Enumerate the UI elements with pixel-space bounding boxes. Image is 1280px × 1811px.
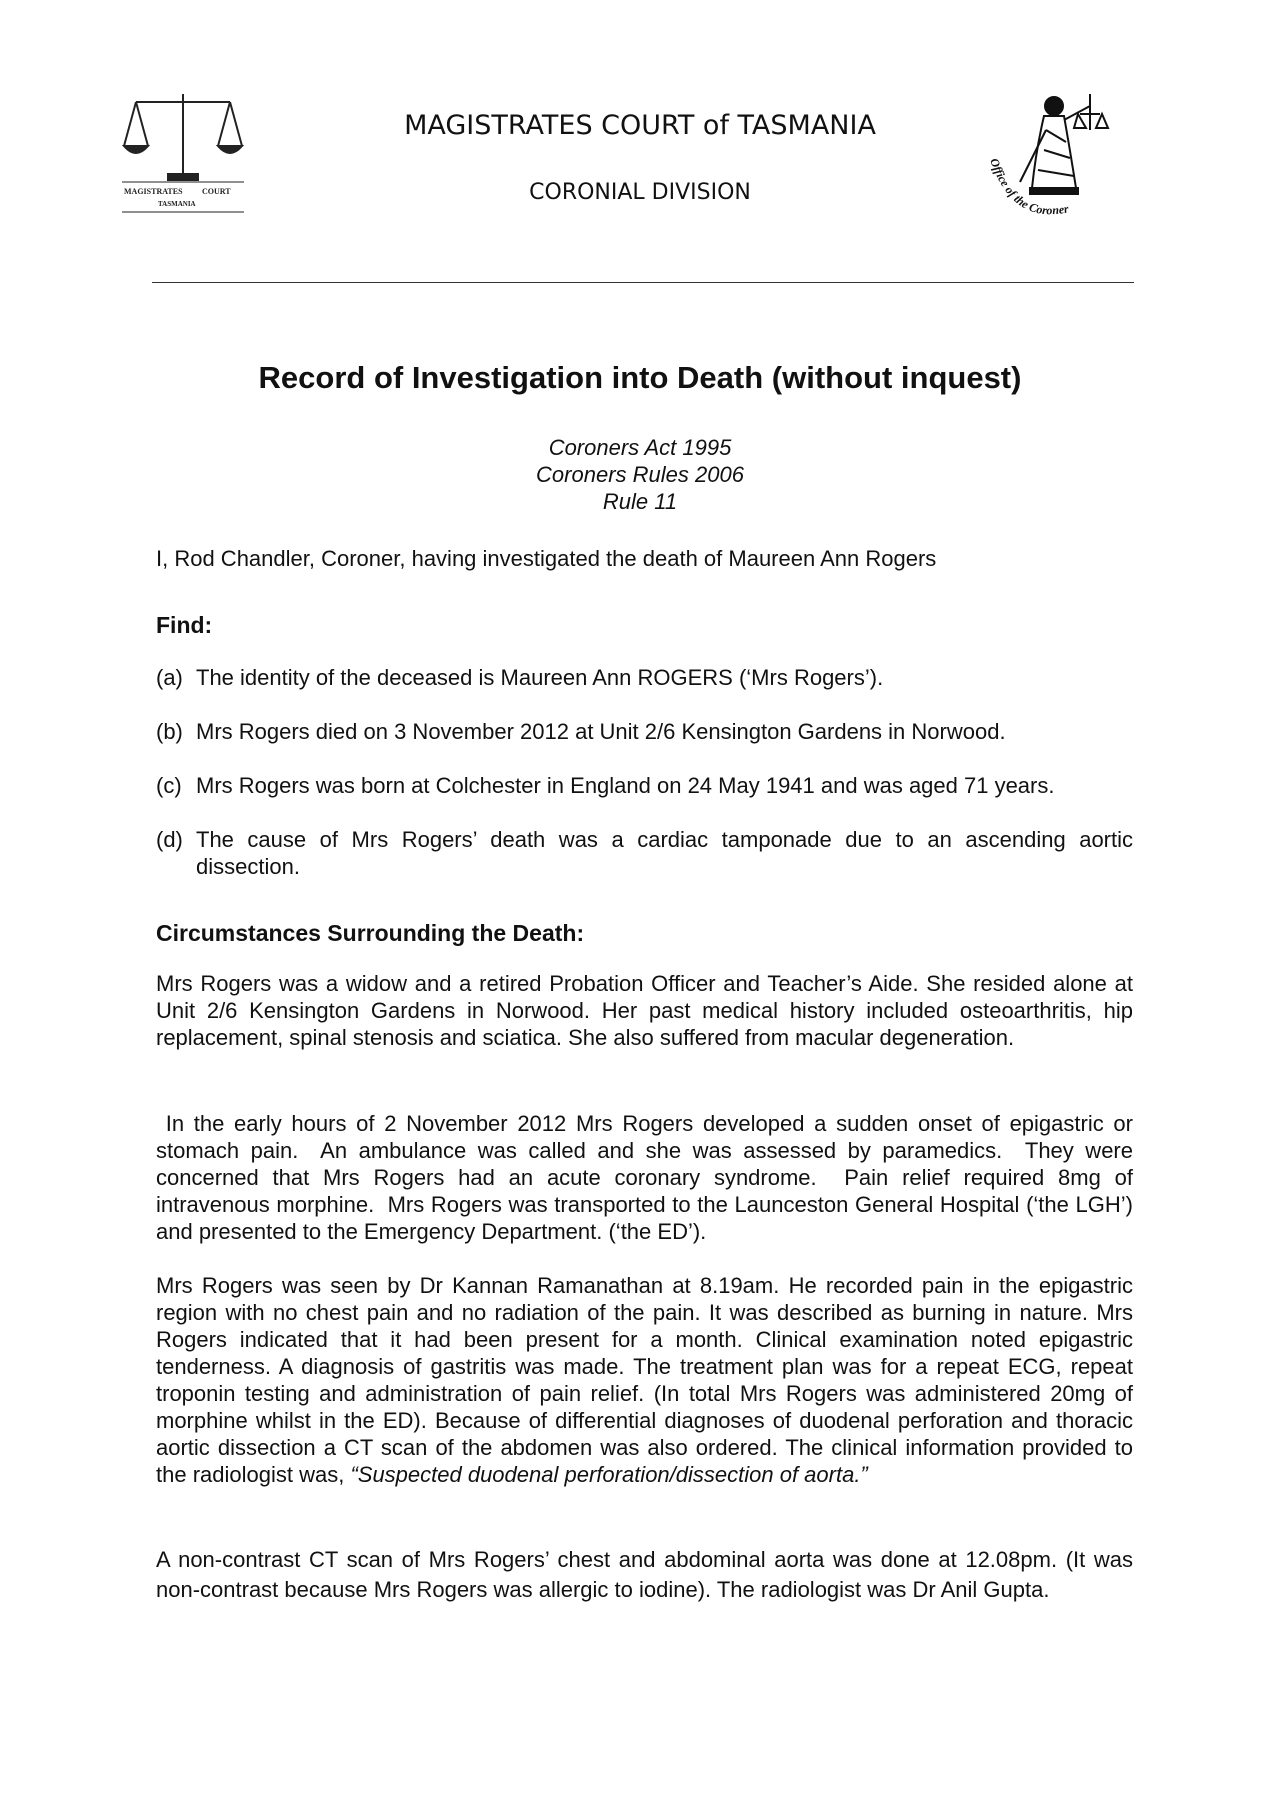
logo-text-tasmania: TASMANIA bbox=[158, 200, 196, 208]
intro-statement: I, Rod Chandler, Coroner, having investigated the death of Maureen Ann Rogers bbox=[156, 546, 937, 571]
circumstances-heading: Circumstances Surrounding the Death: bbox=[156, 920, 585, 946]
finding-text: The cause of Mrs Rogers’ death was a cardiac tamponade due to an ascending aortic dissection. bbox=[196, 827, 1133, 879]
coroner-logo-text: Office of the Coroner bbox=[987, 156, 1070, 218]
finding-text: Mrs Rogers was born at Colchester in England on 24 May 1941 and was aged 71 years. bbox=[196, 773, 1055, 798]
finding-label: (b) bbox=[156, 719, 183, 744]
finding-d bbox=[156, 826, 1133, 880]
court-title: MAGISTRATES COURT of TASMANIA bbox=[404, 110, 876, 141]
paragraph-ed-assessment bbox=[156, 1272, 1133, 1488]
finding-label: (d) bbox=[156, 827, 183, 852]
finding-label: (c) bbox=[156, 773, 182, 798]
finding-c bbox=[156, 772, 1133, 799]
header-divider bbox=[152, 282, 1134, 283]
finding-text: Mrs Rogers died on 3 November 2012 at Unit 2/6 Kensington Gardens in Norwood. bbox=[196, 719, 1006, 744]
paragraph-ed-text: Mrs Rogers was seen by Dr Kannan Ramanathan at 8.19am. He recorded pain in the epigastric region with no chest pain and no radiation of the pain. It was described as burning in nature. Mrs Rogers indicated that it had been present for a month. Clinical examination noted epigastric tenderness. A diagnosis of gastritis was made. The treatment plan was for a repeat ECG, repeat troponin testing and administration of pain relief. (In total Mrs Rogers was administered 20mg of morphine whilst in the ED). Because of differential diagnoses of duodenal perforation and thoracic aortic dissection a CT scan of the abdomen was also ordered. The clinical information provided to the radiologist was, bbox=[156, 1273, 1133, 1487]
document-title: Record of Investigation into Death (without inquest) bbox=[258, 360, 1022, 395]
logo-text-court: COURT bbox=[202, 187, 231, 196]
paragraph-background: Mrs Rogers was a widow and a retired Probation Officer and Teacher’s Aide. She resided alone at Unit 2/6 Kensington Gardens in Norwood. Her past medical history included osteoarthritis, hip replacement, spinal stenosis and sciatica. She also suffered from macular degeneration. bbox=[156, 971, 1133, 1050]
rules-line: Coroners Rules 2006 bbox=[536, 462, 744, 487]
finding-label: (a) bbox=[156, 665, 183, 690]
paragraph-ct-scan: A non-contrast CT scan of Mrs Rogers’ chest and abdominal aorta was done at 12.08pm. (It was non-contrast because Mrs Rogers was allergic to iodine). The radiologist was Dr Anil Gupta. bbox=[156, 1547, 1133, 1602]
act-line: Coroners Act 1995 bbox=[548, 435, 732, 460]
logo-text-magistrates: MAGISTRATES bbox=[124, 187, 183, 196]
legislation-block bbox=[0, 434, 1280, 515]
finding-a bbox=[156, 664, 1133, 691]
finding-b bbox=[156, 718, 1133, 745]
find-heading: Find: bbox=[156, 612, 213, 638]
rule-line: Rule 11 bbox=[602, 489, 678, 514]
finding-text: The identity of the deceased is Maureen Ann ROGERS (‘Mrs Rogers’). bbox=[196, 665, 884, 690]
radiology-quote: “Suspected duodenal perforation/dissection of aorta.” bbox=[350, 1462, 868, 1487]
paragraph-onset: In the early hours of 2 November 2012 Mrs Rogers developed a sudden onset of epigastric or stomach pain. An ambulance was called and she was assessed by paramedics. They were concerned that Mrs Rogers had an acute coronary syndrome. Pain relief required 8mg of intravenous morphine. Mrs Rogers was transported to the Launceston General Hospital (‘the LGH’) and presented to the Emergency Department. (‘the ED’). bbox=[156, 1111, 1140, 1244]
office-of-the-coroner-logo bbox=[980, 90, 1130, 225]
division-title: CORONIAL DIVISION bbox=[529, 180, 751, 205]
